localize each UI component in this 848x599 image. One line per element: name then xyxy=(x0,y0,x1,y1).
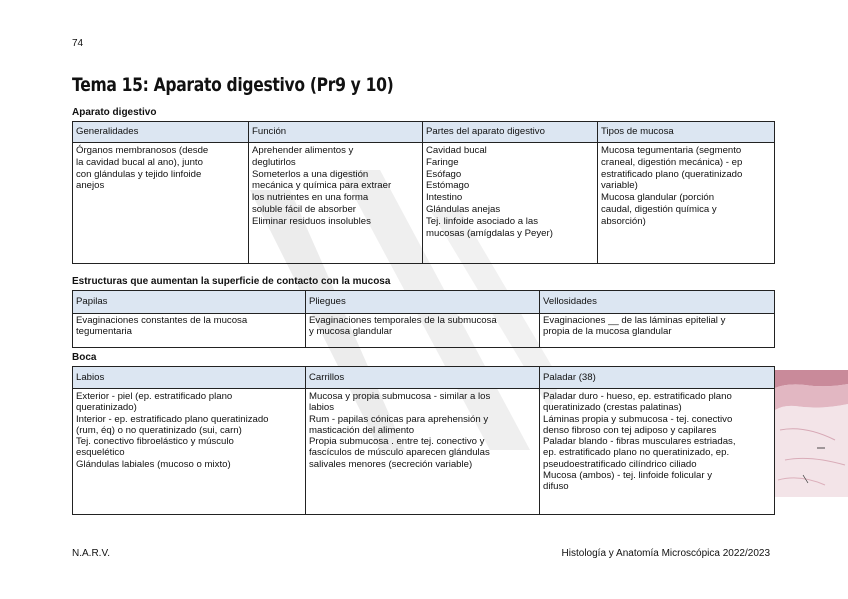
column-header: Carrillos xyxy=(306,367,540,389)
cell-line: Rum - papilas cónicas para aprehensión y xyxy=(309,413,489,425)
cell-line: mecánica y química para extraer xyxy=(252,180,392,192)
column-header: Pliegues xyxy=(306,291,540,314)
table-cell xyxy=(249,143,423,264)
table-cell xyxy=(306,389,540,515)
table-cell xyxy=(306,314,540,348)
cell-line: Láminas propia y submucosa - tej. conectivo xyxy=(543,413,733,425)
column-header: Vellosidades xyxy=(540,291,775,314)
cell-line: Glándulas labiales (mucoso o mixto) xyxy=(76,458,231,470)
table-cell xyxy=(540,314,775,348)
column-header: Función xyxy=(249,122,423,143)
cell-line: estratificado plano (queratinizado xyxy=(601,168,743,180)
section-heading-boca: Boca xyxy=(72,352,97,363)
cell-line: y mucosa glandular xyxy=(309,325,393,337)
table-header-row xyxy=(73,122,775,143)
cell-line: Evaginaciones temporales de la submucosa xyxy=(309,315,497,326)
cell-line: queratinizado) xyxy=(76,402,137,414)
cell-line: salivales menores (secreción variable) xyxy=(309,458,473,470)
cell-line: Interior - ep. estratificado plano queratinizado xyxy=(76,413,269,425)
table-cell xyxy=(73,389,306,515)
cell-line: Intestino xyxy=(426,192,463,204)
cell-line: propia de la mucosa glandular xyxy=(543,325,672,337)
histology-micrograph-image xyxy=(775,370,848,497)
cell-line: craneal, digestión mecánica) - ep xyxy=(601,156,743,168)
cell-line: Mucosa tegumentaria (segmento xyxy=(601,145,742,156)
cell-line: variable) xyxy=(601,180,638,192)
cell-line: Cavidad bucal xyxy=(426,145,487,156)
cell-line: la cavidad bucal al ano), junto xyxy=(76,156,203,168)
table-cell xyxy=(540,389,775,515)
cell-line: Glándulas anejas xyxy=(426,203,501,215)
table-header-row xyxy=(73,291,775,314)
page-title: Tema 15: Aparato digestivo (Pr9 y 10) xyxy=(72,74,394,96)
table-cell xyxy=(423,143,598,264)
table-aparato-digestivo xyxy=(72,121,775,264)
cell-line: difuso xyxy=(543,481,569,493)
footer-course: Histología y Anatomía Microscópica 2022/2023 xyxy=(561,548,770,559)
footer-author: N.A.R.V. xyxy=(72,548,110,559)
cell-line: Paladar duro - hueso, ep. estratificado plano xyxy=(543,391,732,402)
cell-line: ep. estratificado plano no queratinizado, ep. xyxy=(543,447,730,459)
table-estructuras xyxy=(72,290,775,348)
table-cell xyxy=(73,314,306,348)
cell-line: deglutirlos xyxy=(252,156,296,168)
cell-line: Mucosa glandular (porción xyxy=(601,192,715,204)
cell-line: absorción) xyxy=(601,215,646,227)
cell-line: Órganos membranosos (desde xyxy=(76,145,209,156)
column-header: Labios xyxy=(73,367,306,389)
cell-line: pseudoestratificado cilíndrico ciliado xyxy=(543,458,697,470)
cell-line: Aprehender alimentos y xyxy=(252,145,354,156)
table-row xyxy=(73,389,775,515)
cell-line: Propia submucosa . entre tej. conectivo y xyxy=(309,436,485,448)
cell-line: Mucosa (ambos) - tej. linfoide folicular y xyxy=(543,470,713,482)
column-header: Paladar (38) xyxy=(540,367,775,389)
column-header: Generalidades xyxy=(73,122,249,143)
column-header: Tipos de mucosa xyxy=(598,122,775,143)
section-heading-aparato-digestivo: Aparato digestivo xyxy=(72,107,157,118)
cell-line: Faringe xyxy=(426,156,459,168)
cell-line: Someterlos a una digestión xyxy=(252,168,369,180)
cell-line: Evaginaciones __ de las láminas epitelial y xyxy=(543,315,726,326)
cell-line: denso fibroso con tej adiposo y capilares xyxy=(543,424,717,436)
table-row xyxy=(73,314,775,348)
table-header-row xyxy=(73,367,775,389)
page-number: 74 xyxy=(72,38,84,49)
cell-line: soluble fácil de absorber xyxy=(252,203,356,215)
table-cell xyxy=(73,143,249,264)
column-header: Papilas xyxy=(73,291,306,314)
cell-line: Paladar blando - fibras musculares estriadas, xyxy=(543,436,736,448)
cell-line: con glándulas y tejido linfoide xyxy=(76,168,202,180)
column-header: Partes del aparato digestivo xyxy=(423,122,598,143)
section-heading-estructuras: Estructuras que aumentan la superficie de contacto con la mucosa xyxy=(72,276,391,287)
cell-line: Eliminar residuos insolubles xyxy=(252,215,371,227)
cell-line: labios xyxy=(309,402,335,414)
table-cell xyxy=(598,143,775,264)
cell-line: anejos xyxy=(76,180,105,192)
cell-line: Exterior - piel (ep. estratificado plano xyxy=(76,391,233,402)
cell-line: mucosas (amígdalas y Peyer) xyxy=(426,227,553,239)
cell-line: Tej. linfoide asociado a las xyxy=(426,215,538,227)
cell-line: Estómago xyxy=(426,180,470,192)
cell-line: fascículos de músculo aparecen glándulas xyxy=(309,447,490,459)
cell-line: Mucosa y propia submucosa - similar a los xyxy=(309,391,491,402)
cell-line: queratinizado (crestas palatinas) xyxy=(543,402,682,414)
cell-line: caudal, digestión química y xyxy=(601,203,717,215)
cell-line: masticación del alimento xyxy=(309,424,415,436)
table-row xyxy=(73,143,775,264)
cell-line: tegumentaria xyxy=(76,325,132,337)
cell-line: Esófago xyxy=(426,168,462,180)
cell-line: Evaginaciones constantes de la mucosa xyxy=(76,315,248,326)
cell-line: los nutrientes en una forma xyxy=(252,192,369,204)
table-boca xyxy=(72,366,775,515)
cell-line: (rum, éq) o no queratinizado (sui, carn) xyxy=(76,424,242,436)
cell-line: esquelético xyxy=(76,447,125,459)
cell-line: Tej. conectivo fibroelástico y músculo xyxy=(76,436,234,448)
